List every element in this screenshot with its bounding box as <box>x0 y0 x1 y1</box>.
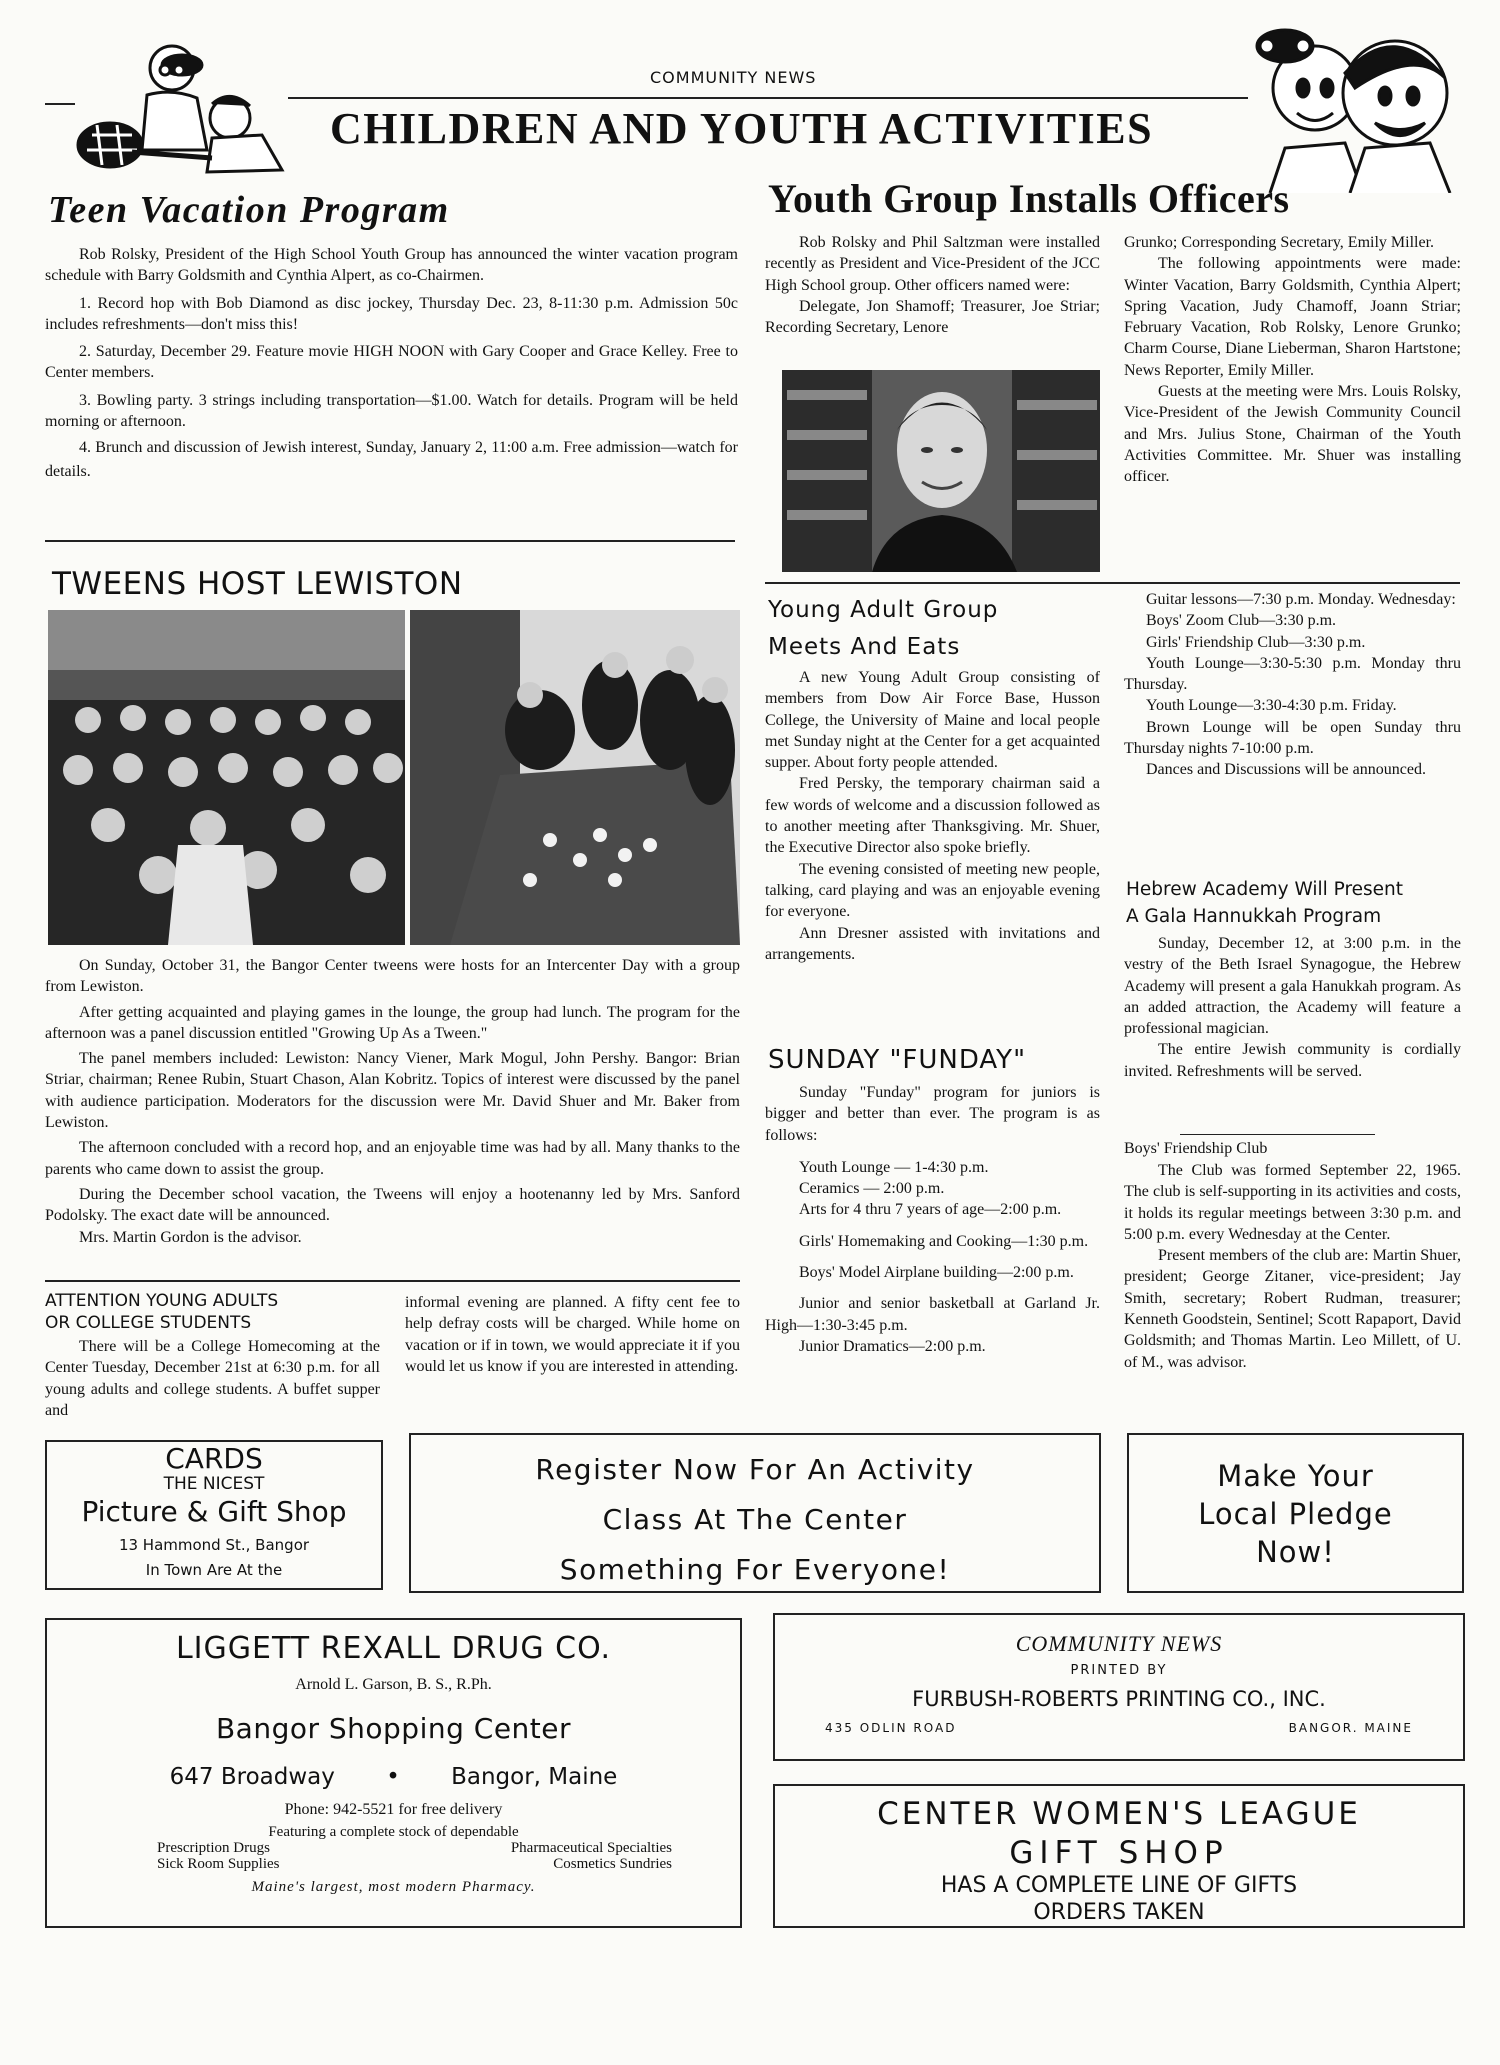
header-rule-top <box>288 97 1248 99</box>
liggett-addr1: 647 Broadway <box>169 1764 335 1790</box>
hebrew-heading-line1: Hebrew Academy Will Present <box>1126 879 1404 900</box>
installs-col1-para2: Delegate, Jon Shamoff; Treasurer, Joe Striar; Recording Secretary, Lenore <box>765 297 1100 337</box>
funday-item-2: Ceramics — 2:00 p.m. <box>799 1180 945 1198</box>
installs-col2 <box>1124 232 1461 488</box>
funday-intro: Sunday "Funday" program for juniors is bigger and better than ever. The program is as follows: <box>765 1084 1100 1144</box>
liggett-products <box>47 1840 740 1874</box>
liggett-owner: Arnold L. Garson, B. S., R.Ph. <box>295 1676 492 1693</box>
attention-heading-line1: ATTENTION YOUNG ADULTS <box>45 1291 279 1311</box>
liggett-phone: Phone: 942-5521 for free delivery <box>284 1801 503 1818</box>
league-line3: HAS A COMPLETE LINE OF GIFTS <box>940 1873 1298 1898</box>
tweens-para-2: After getting acquainted and playing games in the lounge, the group had lunch. The program for the afternoon was a panel discussion entitled "Growing Up As a Tween." <box>45 1003 740 1042</box>
youngadult-heading-line1: Young Adult Group <box>768 597 999 623</box>
attention-heading-line2: OR COLLEGE STUDENTS <box>45 1313 252 1333</box>
funday-item-7: Junior Dramatics—2:00 p.m. <box>799 1337 986 1355</box>
tweens-para-5: During the December school vacation, the Tweens will enjoy a hootenanny led by Mrs. Sanford Podolsky. The exact date will be announced. <box>45 1185 740 1225</box>
liggett-bullet: • <box>386 1764 400 1790</box>
ad-cards-line1: CARDS <box>165 1442 263 1475</box>
liggett-featuring: Featuring a complete stock of dependable <box>268 1824 519 1840</box>
hebrew-bottom-rule <box>1180 1134 1375 1135</box>
installs-bottom-rule <box>765 582 1460 584</box>
printer-address <box>775 1715 1463 1739</box>
schedule-item-6: Brown Lounge will be open Sunday thru Thursday nights 7-10:00 p.m. <box>1124 718 1461 758</box>
youngadult-para-3: The evening consisted of meeting new people, talking, card playing and was an enjoyable evening for everyone. <box>765 860 1100 921</box>
league-line2: GIFT SHOP <box>1009 1835 1229 1871</box>
installs-col2-para2: The following appointments were made: Winter Vacation, Barry Goldsmith, Cynthia Alpert; Spring Vacation, Judy Chamoff, Joann Striar; February Vacation, Rob Rolsky, Lenore Grunko; Charm Course, Diane Lieberman, Sharon Hartstone; News Reporter, Emily Miller. <box>1124 255 1461 379</box>
schedule-list <box>1124 589 1461 781</box>
ad-pledge-line1: Make Your <box>1217 1459 1374 1493</box>
liggett-name: LIGGETT REXALL DRUG CO. <box>175 1631 612 1666</box>
teen-item-2: 2. Saturday, December 29. Feature movie HIGH NOON with Gary Cooper and Grace Kelley. Free to Center members. <box>45 343 738 382</box>
attention-col2: informal evening are planned. A fifty cent fee to help defray costs will be charged. While home on vacation or if in town, we would appreciate it if you would let us know if you are interested in attending. <box>405 1294 740 1375</box>
printer-city: BANGOR. MAINE <box>1288 1721 1413 1735</box>
teen-bottom-rule <box>45 540 735 542</box>
ad-register-line1: Register Now For An Activity <box>535 1453 975 1486</box>
liggett-address <box>47 1758 740 1796</box>
teen-heading: Teen Vacation Program <box>48 189 450 231</box>
hebrew-heading <box>1126 876 1403 930</box>
funday-item-6: Junior and senior basketball at Garland Jr. High—1:30-3:45 p.m. <box>765 1295 1100 1334</box>
tweens-para-6: Mrs. Martin Gordon is the advisor. <box>79 1228 302 1246</box>
installs-col1 <box>765 232 1100 338</box>
tweens-article <box>45 955 740 1248</box>
kids-cartoon-right <box>1245 18 1465 193</box>
schedule-item-4: Youth Lounge—3:30-5:30 p.m. Monday thru Thursday. <box>1124 654 1461 694</box>
tweens-para-1: On Sunday, October 31, the Bangor Center tweens were hosts for an Intercenter Day with a group from Lewiston. <box>45 957 740 996</box>
ad-pledge-line2: Local Pledge <box>1198 1497 1393 1531</box>
liggett-products-col1 <box>157 1840 280 1872</box>
liggett-c1a: Prescription Drugs <box>157 1840 270 1856</box>
schedule-item-1: Guitar lessons—7:30 p.m. Monday. Wednesday: <box>1146 591 1456 608</box>
schedule-item-5: Youth Lounge—3:30-4:30 p.m. Friday. <box>1146 697 1397 715</box>
hebrew-article <box>1124 933 1461 1082</box>
funday-item-5: Boys' Model Airplane building—2:00 p.m. <box>799 1264 1074 1282</box>
ad-liggett <box>45 1618 742 1928</box>
teen-article <box>45 244 738 484</box>
installs-col2-para3: Guests at the meeting were Mrs. Louis Rolsky, Vice-President of the Jewish Community Council and Mrs. Julius Stone, Chairman of the Youth Activities Committee. Mr. Shuer was installing officer. <box>1124 383 1461 486</box>
youngadult-article <box>765 667 1100 965</box>
printer-name: FURBUSH-ROBERTS PRINTING CO., INC. <box>912 1687 1326 1711</box>
friendship-para-1: The Club was formed September 22, 1965. The club is self-supporting in its activities and costs, it holds its regular meetings between 3:30 p.m. and 5:00 p.m. every Wednesday at the Center. <box>1124 1162 1461 1243</box>
printer-title: COMMUNITY NEWS <box>1015 1631 1223 1656</box>
ad-pledge-line3: Now! <box>1256 1535 1335 1569</box>
attention-col1: There will be a College Homecoming at the Center Tuesday, December 21st at 6:30 p.m. for all young adults and college students. A buffet supper and <box>45 1338 380 1419</box>
ad-register-line3: Something For Everyone! <box>559 1553 951 1586</box>
tweens-para-4: The afternoon concluded with a record hop, and an enjoyable time was had by all. Many thanks to the parents who came down to assist the group. <box>45 1139 740 1178</box>
youngadult-para-4: Ann Dresner assisted with invitations and arrangements. <box>765 924 1100 963</box>
ad-register <box>409 1433 1101 1593</box>
tweens-bottom-rule <box>45 1280 740 1282</box>
funday-heading: SUNDAY "FUNDAY" <box>768 1045 1027 1075</box>
ad-cards-line2: THE NICEST <box>163 1474 265 1494</box>
ad-register-line2: Class At The Center <box>602 1503 908 1536</box>
hebrew-para-1: Sunday, December 12, at 3:00 p.m. in the vestry of the Beth Israel Synagogue, the Hebrew Academy will present a gala Hanukkah program. As an added attraction, the Academy will feature a professional magician. <box>1124 935 1461 1038</box>
ad-cards-line3: Picture & Gift Shop <box>81 1495 347 1528</box>
friendship-heading: Boys' Friendship Club <box>1124 1140 1268 1157</box>
funday-item-3: Arts for 4 thru 7 years of age—2:00 p.m. <box>799 1201 1062 1219</box>
liggett-slogan: Maine's largest, most modern Pharmacy. <box>251 1879 536 1895</box>
teen-item-3: 3. Bowling party. 3 strings including transportation—$1.00. Watch for details. Program will be held morning or afternoon. <box>45 391 738 431</box>
printer-printed-by: PRINTED BY <box>1070 1663 1168 1678</box>
installs-col2-para1: Grunko; Corresponding Secretary, Emily Miller. <box>1124 234 1435 251</box>
hebrew-heading-line2: A Gala Hannukkah Program <box>1126 906 1382 927</box>
schedule-item-3: Girls' Friendship Club—3:30 p.m. <box>1146 633 1366 651</box>
liggett-c2a: Pharmaceutical Specialties <box>510 1840 672 1856</box>
installs-col1-para1: Rob Rolsky and Phil Saltzman were installed recently as President and Vice-President of the JCC High School group. Other officers named were: <box>765 234 1100 294</box>
league-line1: CENTER WOMEN'S LEAGUE <box>877 1796 1361 1832</box>
teen-intro: Rob Rolsky, President of the High School Youth Group has announced the winter vacation program schedule with Barry Goldsmith and Cynthia Alpert, as co-Chairmen. <box>45 246 738 285</box>
teen-item-1: 1. Record hop with Bob Diamond as disc jockey, Thursday Dec. 23, 8-11:30 p.m. Admission 50c includes refreshments—don't miss this! <box>45 294 738 333</box>
section-label: COMMUNITY NEWS <box>650 68 817 87</box>
officer-photo <box>782 370 1100 572</box>
hebrew-para-2: The entire Jewish community is cordially invited. Refreshments will be served. <box>1124 1041 1461 1080</box>
printer-street: 435 ODLIN ROAD <box>825 1721 957 1735</box>
ad-cards-line4: 13 Hammond St., Bangor <box>118 1536 310 1554</box>
liggett-products-col2 <box>511 1840 672 1872</box>
schedule-item-7: Dances and Discussions will be announced. <box>1146 761 1426 779</box>
friendship-para-2: Present members of the club are: Martin Shuer, president; George Zitaner, vice-president; Jay Smith, secretary; Robert Rudman, treasurer; Kenneth Goodstein, Sentinel; Scott Rapaport, David Goldsmith; and Thomas Martin. Leo Millett, of U. of M., was advisor. <box>1124 1247 1461 1371</box>
ad-cards-line5: In Town Are At the <box>145 1561 283 1579</box>
funday-article <box>765 1082 1100 1357</box>
page-title: CHILDREN AND YOUTH ACTIVITIES <box>330 104 1154 153</box>
liggett-addr2: Bangor, Maine <box>451 1764 618 1790</box>
ad-cards <box>45 1440 383 1590</box>
tweens-heading: TWEENS HOST LEWISTON <box>52 566 463 602</box>
ad-pledge <box>1127 1433 1464 1593</box>
youngadult-para-2: Fred Persky, the temporary chairman said a few words of welcome and a discussion followed as to another meeting after Thanksgiving. Mr. Shuer, the Executive Director also spoke briefly. <box>765 775 1100 857</box>
funday-item-1: Youth Lounge — 1-4:30 p.m. <box>799 1158 989 1176</box>
friendship-article <box>1124 1160 1461 1373</box>
installs-heading: Youth Group Installs Officers <box>768 176 1290 221</box>
tweens-photo-audience <box>48 610 405 945</box>
league-line4: ORDERS TAKEN <box>1033 1900 1205 1925</box>
youngadult-heading-line2: Meets And Eats <box>768 634 961 660</box>
liggett-c1b: Sick Room Supplies <box>157 1856 280 1872</box>
youngadult-para-1: A new Young Adult Group consisting of members from Dow Air Force Base, Husson College, the University of Maine and local people met Sunday night at the Center for a get acquainted supper. About forty people attended. <box>765 669 1100 772</box>
liggett-center: Bangor Shopping Center <box>215 1712 572 1745</box>
tweens-photo-pool <box>410 610 740 945</box>
kids-cartoon-left <box>72 40 287 180</box>
ad-league <box>773 1784 1465 1928</box>
attention-heading <box>45 1290 278 1334</box>
tweens-para-3: The panel members included: Lewiston: Nancy Viener, Mark Mogul, John Pershy. Bangor: Brian Striar, chairman; Renee Rubin, Stuart Chason, Alan Kobritz. Topics of interest were discussed by the panel with audience participation. Moderators for the discussion were Mr. David Shuer and Mr. Baker from Lewiston. <box>45 1050 740 1132</box>
header-rule-left <box>45 103 75 105</box>
schedule-item-2: Boys' Zoom Club—3:30 p.m. <box>1146 612 1337 630</box>
funday-item-4: Girls' Homemaking and Cooking—1:30 p.m. <box>799 1232 1089 1250</box>
liggett-c2b: Cosmetics Sundries <box>553 1856 672 1872</box>
youngadult-heading <box>768 592 998 666</box>
ad-printer <box>773 1613 1465 1761</box>
teen-item-4: 4. Brunch and discussion of Jewish interest, Sunday, January 2, 11:00 a.m. Free admission—watch for details. <box>45 439 738 481</box>
